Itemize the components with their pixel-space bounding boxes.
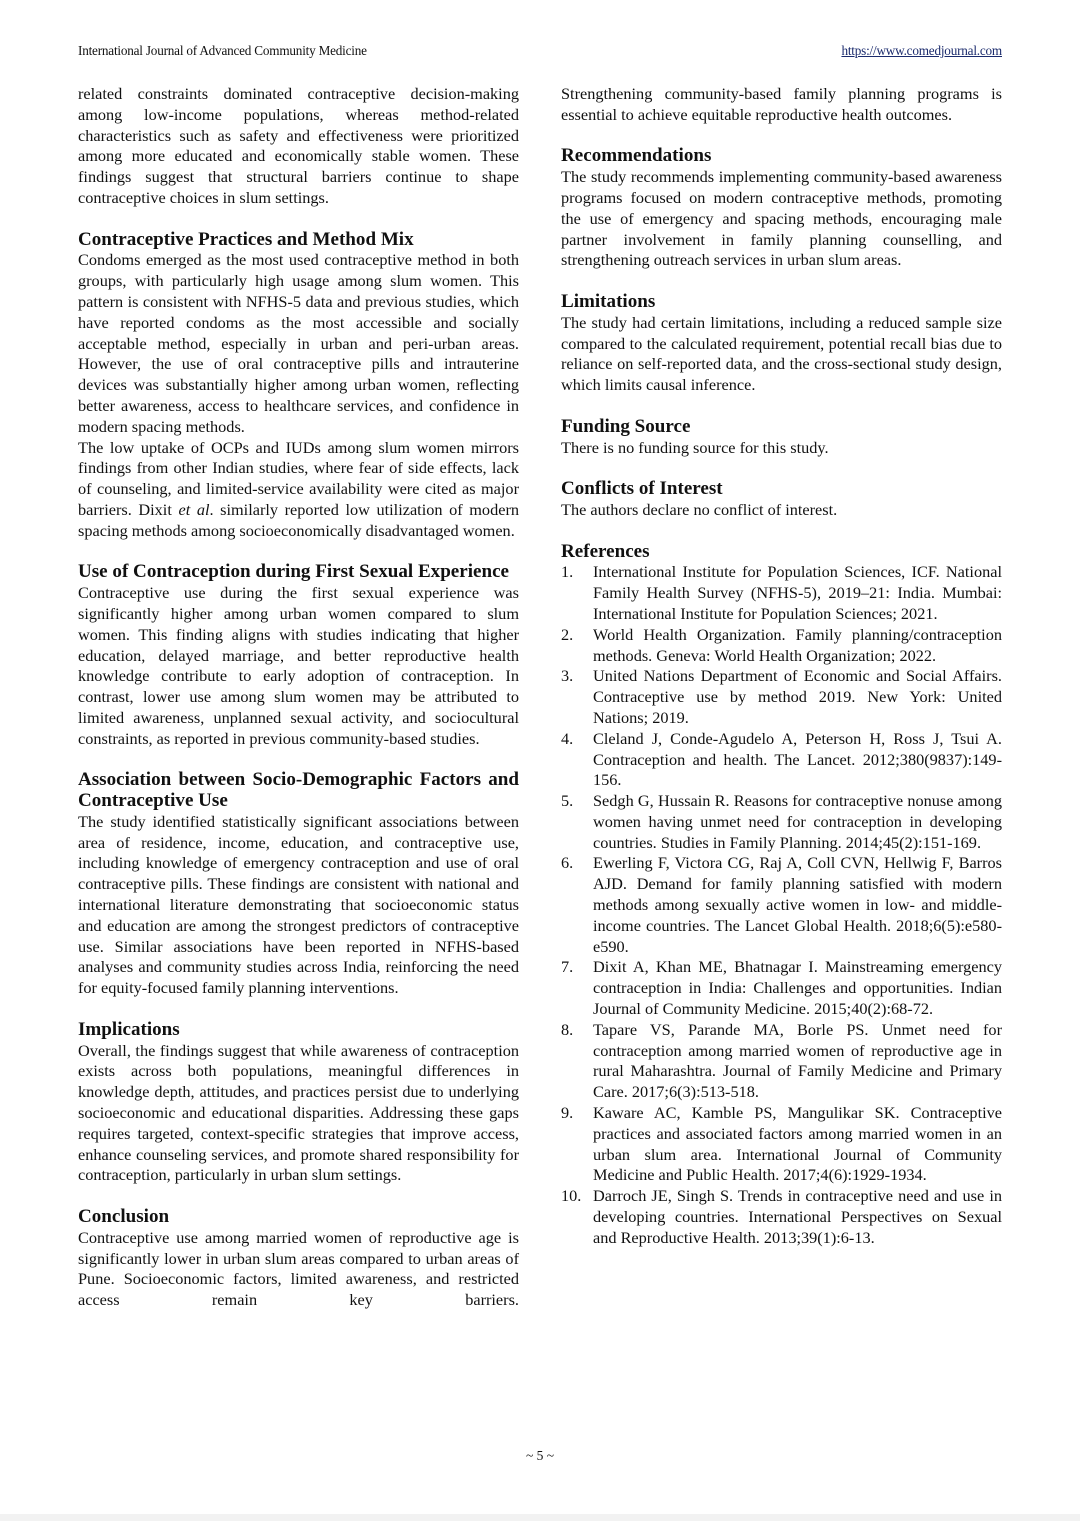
right-column: [561, 84, 1002, 1249]
reference-number: 8.: [561, 1019, 574, 1039]
paragraph: Condoms emerged as the most used contraceptive method in both groups, with particularly high usage among slum women. This pattern is consistent with NFHS-5 data and previous studies, which have reported condoms as the most accessible and socially acceptable method, especially in urban and peri-urban areas. However, the use of oral contraceptive pills and intrauterine devices was substantially higher among urban women, reflecting better awareness, access to healthcare services, and confidence in modern spacing methods.: [78, 250, 519, 436]
reference-text: Cleland J, Conde-Agudelo A, Peterson H, Ross J, Tsui A. Contraception and health. The Lancet. 2012;380(9837):149-156.: [593, 728, 1002, 790]
paragraph: The study had certain limitations, including a reduced sample size compared to the calculated requirement, potential recall bias due to reliance on self-reported data, and the cross-sectional study design, which limits causal inference.: [561, 312, 1002, 395]
section-heading: Conclusion: [78, 1206, 170, 1228]
paragraph: There is no funding source for this study.: [561, 437, 829, 457]
section-method-mix: [78, 230, 519, 542]
running-header: [78, 43, 1002, 63]
section-recommendations: [561, 146, 1002, 271]
paragraph: [78, 438, 519, 542]
reference-item: [561, 562, 1002, 624]
reference-number: 10.: [561, 1186, 582, 1206]
paragraph: Strengthening community-based family planning programs is essential to achieve equitable reproductive health outcomes.: [561, 84, 1002, 124]
paragraph: The authors declare no conflict of interest.: [561, 499, 838, 519]
reference-text: International Institute for Population Sciences, ICF. National Family Health Survey (NFHS-5), 2019–21: India. Mumbai: International Institute for Population Sciences; 2021.: [593, 562, 1002, 623]
section-heading: Contraceptive Practices and Method Mix: [78, 228, 414, 250]
reference-number: 1.: [561, 562, 574, 582]
reference-list: [561, 562, 1002, 1248]
reference-item: [561, 1020, 1002, 1103]
reference-item: [561, 791, 1002, 853]
paragraph: Overall, the findings suggest that while awareness of contraception exists across both populations, meaningful differences in knowledge depth, attitudes, and practices persist due to underlying socioeconomic and educational disparities. Addressing these gaps requires targeted, context-specific strategies that improve access, enhance counseling services, and promote shared responsibility for contraception, particularly in urban slum settings.: [78, 1040, 519, 1185]
paragraph: Contraceptive use during the first sexual experience was significantly higher among urban women compared to slum women. This finding aligns with studies indicating that higher education, delayed marriage, and better reproductive health knowledge contribute to early adoption of contraception. In contrast, lower use among slum women may be attributed to limited awareness, unplanned sexual activity, and sociocultural constraints, as reported in previous community-based studies.: [78, 583, 519, 748]
reference-number: 4.: [561, 728, 574, 748]
paragraph: The study recommends implementing community-based awareness programs focused on modern contraceptive methods, promoting the use of emergency and spacing methods, encouraging male partner involvement in family planning counselling, and strengthening outreach services in urban slum areas.: [561, 167, 1002, 270]
section-heading: Conflicts of Interest: [561, 478, 723, 500]
section-first-sexual-experience: [78, 562, 519, 749]
reference-item: [561, 853, 1002, 957]
section-heading: Limitations: [561, 290, 656, 312]
paragraph: related constraints dominated contraceptive decision-making among low-income populations, whereas method-related characteristics such as safety and effectiveness were prioritized among more educated and economically stable women. These findings suggest that structural barriers continue to shape contraceptive choices in slum settings.: [78, 84, 519, 207]
section-conclusion: [78, 1207, 519, 1311]
section-heading: Association between Socio-Demographic Factors and Contraceptive Use: [78, 769, 519, 812]
paragraph: The study identified statistically significant associations between area of residence, income, education, and contraceptive use, including knowledge of emergency contraception and use of oral contraceptive pills. These findings are consistent with national and international literature demonstrating that socioeconomic status and education are among the strongest predictors of contraceptive use. Similar associations have been reported in NFHS-based analyses and community studies across India, reinforcing the need for equity-focused family planning interventions.: [78, 811, 519, 998]
reference-text: Darroch JE, Singh S. Trends in contraceptive need and use in developing countries. International Perspectives on Sexual and Reproductive Health. 2013;39(1):6-13.: [593, 1186, 1002, 1247]
reference-text: Ewerling F, Victora CG, Raj A, Coll CVN, Hellwig F, Barros AJD. Demand for family planning satisfied with modern methods among sexually active women in low- and middle-income countries. The Lancet Global Health. 2018;6(5):e580-e590.: [593, 853, 1002, 956]
reference-number: 7.: [561, 957, 574, 977]
reference-item: [561, 625, 1002, 667]
reference-number: 5.: [561, 791, 574, 811]
text-run: The low uptake of OCPs and IUDs among slum women mirrors findings from other Indian studies, where fear of side effects, lack of counseling, and limited-service availability were cited as major barriers. Dixit: [78, 437, 519, 519]
reference-text: Sedgh G, Hussain R. Reasons for contraceptive nonuse among women having unmet need for contraception in developing countries. Studies in Family Planning. 2014;45(2):151-169.: [593, 791, 1002, 852]
page-number: ~ 5 ~: [525, 1448, 555, 1463]
journal-url-link[interactable]: https://www.comedjournal.com: [841, 43, 1002, 58]
section-heading: Implications: [78, 1018, 180, 1040]
left-column: [78, 84, 519, 1311]
section-heading: References: [561, 540, 650, 562]
section-limitations: [561, 292, 1002, 396]
reference-number: 6.: [561, 853, 574, 873]
section-conflicts: [561, 479, 1002, 521]
reference-text: Tapare VS, Parande MA, Borle PS. Unmet need for contraception among married women of reproductive age in rural Maharashtra. Journal of Family Medicine and Primary Care. 2017;6(3):513-518.: [593, 1019, 1002, 1102]
reference-number: 9.: [561, 1103, 574, 1123]
section-implications: [78, 1020, 519, 1186]
text-run: . similarly reported low utilization of modern spacing methods among socioeconomically disadvantaged women.: [78, 499, 520, 540]
italic-text: et al: [178, 499, 210, 519]
reference-item: [561, 1186, 1002, 1248]
reference-text: World Health Organization. Family planning/contraception methods. Geneva: World Health Organization; 2022.: [593, 624, 1002, 665]
reference-text: Kaware AC, Kamble PS, Mangulikar SK. Contraceptive practices and associated factors among married women in an urban slum area. International Journal of Community Medicine and Public Health. 2017;4(6):1929-1934.: [593, 1103, 1002, 1185]
section-association: [78, 770, 519, 999]
reference-item: [561, 1103, 1002, 1186]
reference-item: [561, 729, 1002, 791]
section-heading: Use of Contraception during First Sexual Experience: [78, 561, 509, 583]
reference-text: United Nations Department of Economic and Social Affairs. Contraceptive use by method 2019. New York: United Nations; 2019.: [593, 666, 1002, 727]
reference-number: 2.: [561, 624, 574, 644]
journal-title: International Journal of Advanced Community Medicine: [78, 43, 367, 58]
section-intro-continuation: [78, 84, 519, 209]
section-conclusion-continuation: [561, 84, 1002, 126]
reference-item: [561, 957, 1002, 1019]
reference-number: 3.: [561, 666, 574, 686]
paragraph: Contraceptive use among married women of reproductive age is significantly lower in urban slum areas compared to urban areas of Pune. Socioeconomic factors, limited awareness, and restricted access remain key barriers.: [78, 1227, 519, 1310]
section-heading: Funding Source: [561, 415, 691, 437]
section-heading: Recommendations: [561, 145, 712, 167]
reference-text: Dixit A, Khan ME, Bhatnagar I. Mainstreaming emergency contraception in India: Challenges and opportunities. Indian Journal of Community Medicine. 2015;40(2):68-72.: [593, 957, 1002, 1019]
section-funding: [561, 417, 1002, 459]
section-references: [561, 542, 1002, 1249]
reference-item: [561, 666, 1002, 728]
